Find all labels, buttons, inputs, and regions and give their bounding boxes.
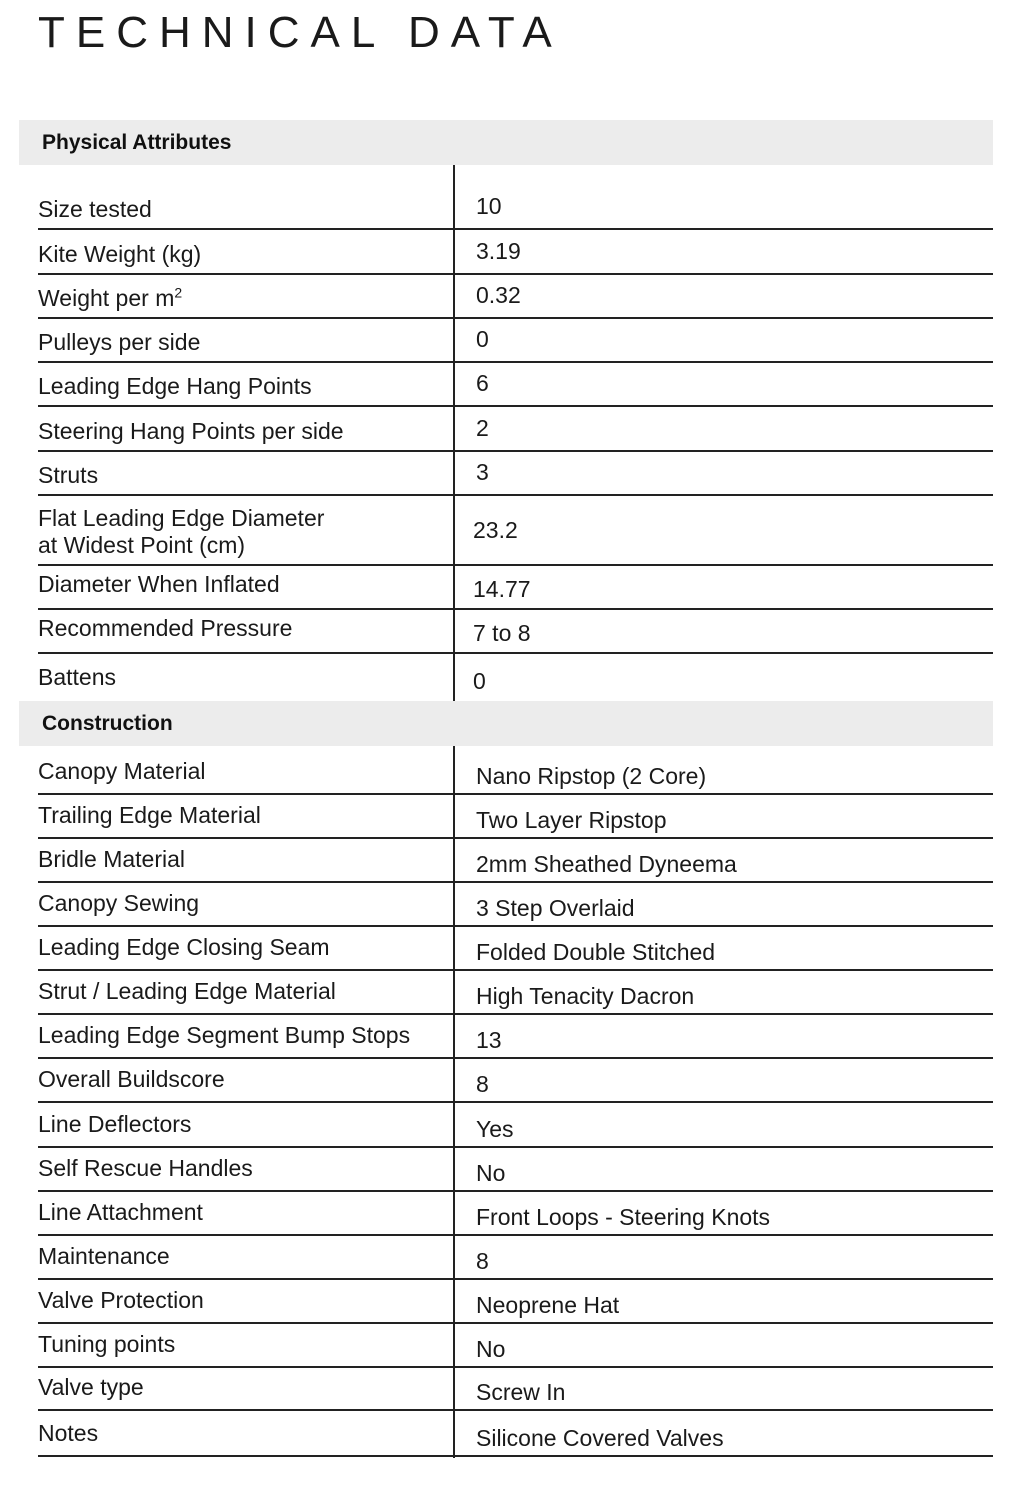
row-value: No [476,1160,506,1186]
table-row [38,971,993,1015]
table-row [38,1015,993,1059]
table-row [38,839,993,883]
row-label: Leading Edge Closing Seam [38,934,330,960]
row-label: Leading Edge Hang Points [38,373,312,399]
table-row [38,883,993,927]
row-label: Bridle Material [38,846,185,872]
section-header-physical-attributes: Physical Attributes [19,120,993,165]
table-row [38,654,993,703]
table-row [38,1103,993,1148]
row-value: Folded Double Stitched [476,939,716,965]
table-row [38,452,993,496]
row-value: 3.19 [476,238,521,264]
row-value: 10 [476,193,502,219]
row-label: Strut / Leading Edge Material [38,978,336,1004]
row-label [38,501,454,559]
row-label: Line Deflectors [38,1111,192,1137]
table-row [38,496,993,566]
row-label: Notes [38,1420,99,1446]
row-label: Valve Protection [38,1287,204,1313]
table-row [38,319,993,363]
table-row [38,1192,993,1236]
row-value: Nano Ripstop (2 Core) [476,763,707,789]
table-row [38,610,993,654]
table-row [38,1148,993,1192]
table-row [38,1324,993,1368]
table-row [38,795,993,839]
row-value: 23.2 [473,516,518,543]
row-value: 3 [476,459,489,485]
row-value: 8 [476,1071,489,1097]
physical-attributes-table [38,165,993,703]
row-label: Pulleys per side [38,329,201,355]
row-label-line1: Flat Leading Edge Diameter [38,505,325,531]
row-value: High Tenacity Dacron [476,983,695,1009]
row-label: Struts [38,462,99,488]
table-row [38,1368,993,1411]
row-value: 2 [476,415,489,441]
table-row [38,1059,993,1103]
row-value: Front Loops - Steering Knots [476,1204,771,1230]
row-label: Line Attachment [38,1199,203,1225]
row-value: 2mm Sheathed Dyneema [476,851,737,877]
row-value: 0.32 [476,282,521,308]
section-header-construction: Construction [19,701,993,746]
row-value: Yes [476,1116,514,1142]
row-value: 14.77 [473,576,531,602]
row-label: Kite Weight (kg) [38,241,202,267]
row-label: Leading Edge Segment Bump Stops [38,1022,411,1048]
table-row [38,927,993,971]
row-label: Battens [38,664,116,690]
row-label: Steering Hang Points per side [38,418,344,444]
row-label: Valve type [38,1374,144,1400]
table-row [38,275,993,319]
row-value: Screw In [476,1379,566,1405]
table-row [38,230,993,275]
row-value: Neoprene Hat [476,1292,620,1318]
row-value: 8 [476,1248,489,1274]
row-label: Maintenance [38,1243,170,1269]
row-value: 6 [476,370,489,396]
row-label: Canopy Sewing [38,890,200,916]
row-label: Overall Buildscore [38,1066,225,1092]
superscript: 2 [174,284,183,301]
row-label: Tuning points [38,1331,176,1357]
row-value: Silicone Covered Valves [476,1425,724,1451]
row-label [38,285,454,317]
row-label: Diameter When Inflated [38,571,280,597]
row-value: 3 Step Overlaid [476,895,635,921]
row-label: Recommended Pressure [38,615,293,641]
table-row [38,746,993,795]
table-row [38,165,993,230]
row-value: Two Layer Ripstop [476,807,667,833]
row-label: Canopy Material [38,758,206,784]
table-row [38,566,993,610]
row-value: 7 to 8 [473,620,531,646]
row-value: 0 [473,668,486,694]
table-row [38,1411,993,1457]
row-label: Self Rescue Handles [38,1155,253,1181]
row-label-text: Weight per m [38,285,175,311]
table-row [38,1236,993,1280]
page-title: TECHNICAL DATA [38,8,563,57]
table-row [38,407,993,452]
table-row [38,363,993,407]
row-label: Trailing Edge Material [38,802,261,828]
table-row [38,1280,993,1324]
row-value: 13 [476,1027,502,1053]
row-value: 0 [476,326,489,352]
row-value: No [476,1336,506,1362]
construction-table [38,746,993,1457]
row-label: Size tested [38,196,152,222]
row-label-line2: at Widest Point (cm) [38,532,246,558]
